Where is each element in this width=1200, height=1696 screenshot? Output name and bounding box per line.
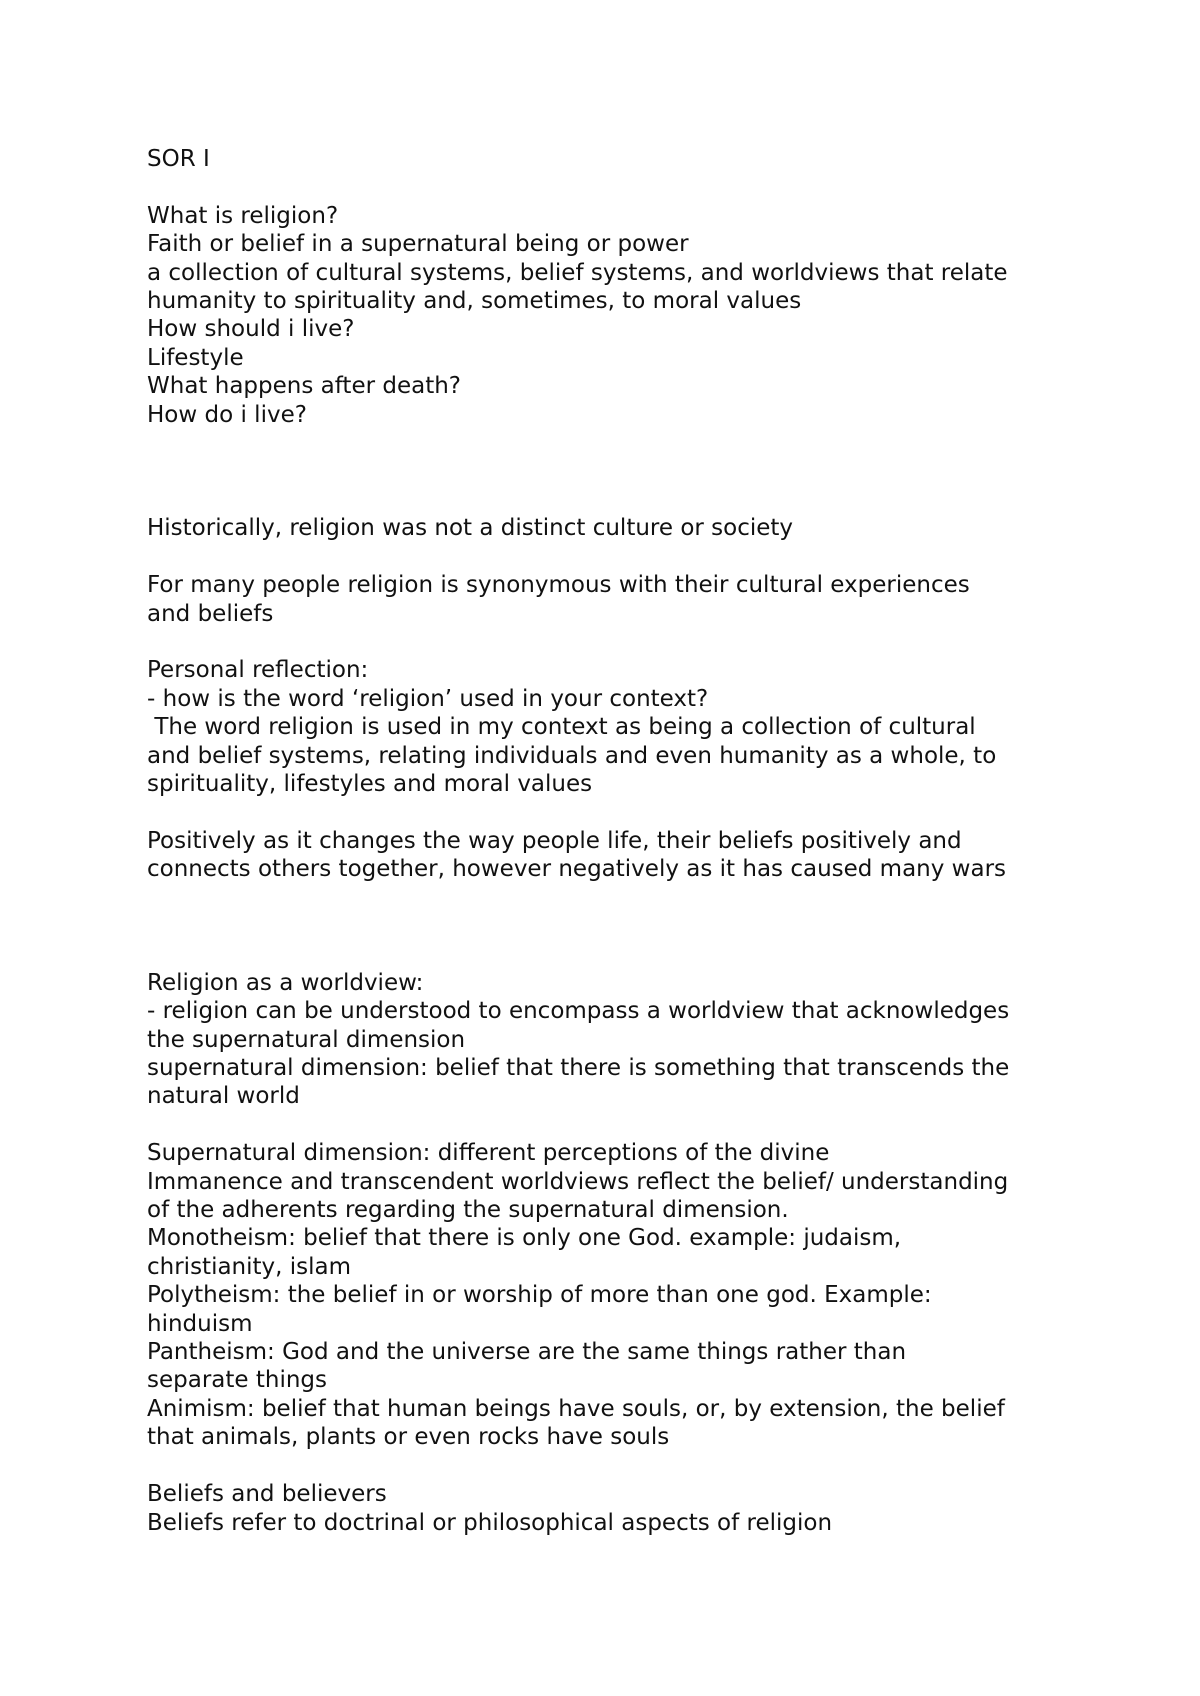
text-line: Animism: belief that human beings have souls, or, by extension, the belief (147, 1395, 1005, 1422)
blank-line (147, 1452, 1077, 1480)
text-line: and beliefs (147, 600, 274, 627)
text-line: Religion as a worldview: (147, 969, 424, 996)
blank-line (147, 940, 1077, 968)
blank-line (147, 628, 1077, 656)
text-line: Beliefs and believers (147, 1481, 387, 1508)
blank-line (147, 173, 1077, 201)
text-line: For many people religion is synonymous with their cultural experiences (147, 572, 970, 599)
text-line: Lifestyle (147, 344, 244, 371)
blank-line (147, 457, 1077, 485)
text-line: How should i live? (147, 316, 355, 343)
blank-line (147, 1111, 1077, 1139)
blank-line (147, 798, 1077, 826)
text-line: a collection of cultural systems, belief systems, and worldviews that relate (147, 259, 1008, 286)
text-line: Monotheism: belief that there is only one God. example: judaism, (147, 1225, 902, 1252)
blank-line (147, 912, 1077, 940)
text-line: - how is the word ‘religion’ used in your context? (147, 685, 709, 712)
text-line: Beliefs refer to doctrinal or philosophical aspects of religion (147, 1509, 833, 1536)
text-line: and belief systems, relating individuals and even humanity as a whole, to (147, 742, 997, 769)
text-line: What is religion? (147, 202, 339, 229)
text-line: Polytheism: the belief in or worship of more than one god. Example: (147, 1282, 932, 1309)
text-line: spirituality, lifestyles and moral values (147, 770, 593, 797)
document-title: SOR I (147, 146, 210, 172)
text-line: What happens after death? (147, 373, 462, 400)
text-line: natural world (147, 1083, 300, 1110)
text-line: separate things (147, 1367, 328, 1394)
text-line: Immanence and transcendent worldviews reflect the belief/ understanding (147, 1168, 1009, 1195)
text-line: - religion can be understood to encompass a worldview that acknowledges (147, 998, 1010, 1025)
text-line: Faith or belief in a supernatural being or power (147, 231, 689, 258)
blank-line (147, 429, 1077, 457)
blank-line (147, 543, 1077, 571)
text-line: the supernatural dimension (147, 1026, 466, 1053)
document-body (147, 145, 1077, 1537)
text-line: The word religion is used in my context as being a collection of cultural (147, 714, 976, 741)
text-line: humanity to spirituality and, sometimes, to moral values (147, 288, 802, 315)
text-line: of the adherents regarding the supernatural dimension. (147, 1197, 789, 1224)
text-line: supernatural dimension: belief that there is something that transcends the (147, 1055, 1010, 1081)
text-line: Positively as it changes the way people life, their beliefs positively and (147, 827, 962, 854)
text-line: hinduism (147, 1310, 253, 1337)
blank-line (147, 486, 1077, 514)
text-line: Historically, religion was not a distinct culture or society (147, 515, 794, 542)
text-line: that animals, plants or even rocks have souls (147, 1424, 670, 1451)
blank-line (147, 884, 1077, 912)
text-line: connects others together, however negatively as it has caused many wars (147, 856, 1007, 883)
text-line: Supernatural dimension: different perceptions of the divine (147, 1140, 830, 1167)
text-line: Personal reflection: (147, 657, 369, 684)
text-line: How do i live? (147, 401, 307, 428)
text-line: Pantheism: God and the universe are the same things rather than (147, 1339, 907, 1366)
text-line: christianity, islam (147, 1253, 352, 1280)
